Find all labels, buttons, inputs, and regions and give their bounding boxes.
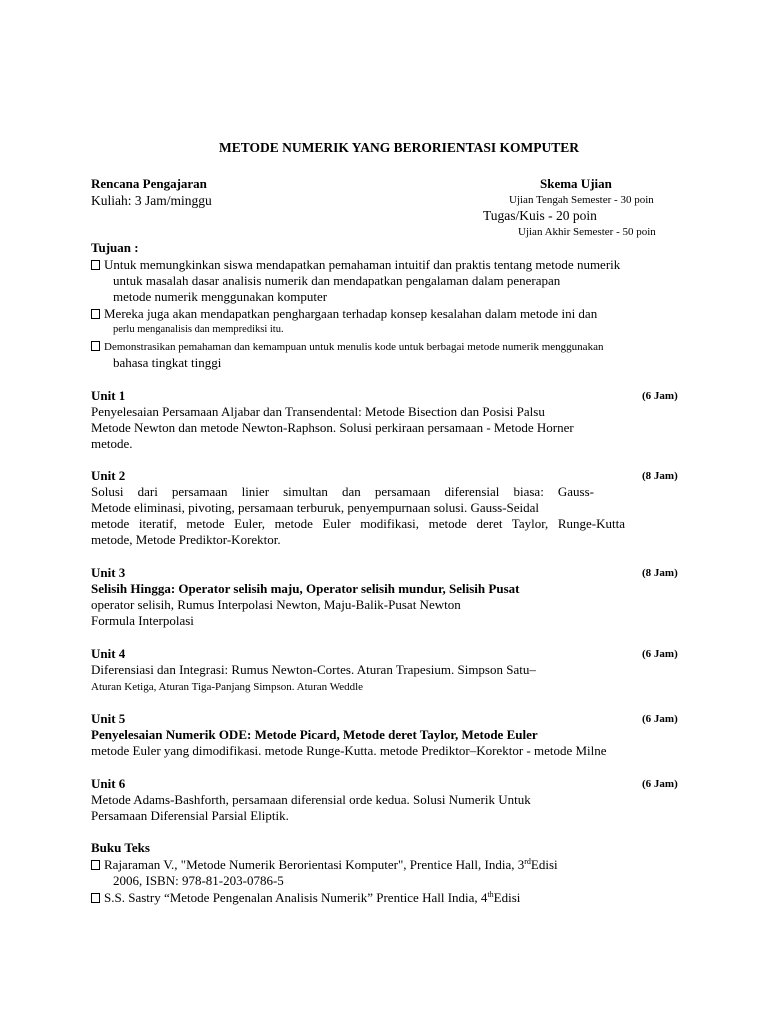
unit-2-title: Unit 2 [91,468,126,483]
goal-1-line-3: metode numerik menggunakan komputer [113,289,328,304]
unit-1-line-3: metode. [91,436,133,451]
unit-3-title: Unit 3 [91,565,126,580]
goal-item-2 [91,306,597,322]
unit-6-line-2: Persamaan Diferensial Parsial Eliptik. [91,808,289,823]
exam-final: Ujian Akhir Semester - 50 poin [518,226,656,238]
textbooks-heading: Buku Teks [91,840,150,855]
unit-2-hours: (8 Jam) [642,470,678,482]
unit-2-line-4: metode, Metode Prediktor-Korektor. [91,532,281,547]
bullet-box-icon [91,860,100,870]
book-item-1 [91,857,558,873]
goal-2-line-1: Mereka juga akan mendapatkan penghargaan terhadap konsep kesalahan dalam metode ini dan [104,306,598,321]
book-1-edition-sup: rd [524,857,531,866]
lecture-hours: Kuliah: 3 Jam/minggu [91,193,212,208]
unit-5-line-2: metode Euler yang dimodifikasi. metode Runge-Kutta. metode Prediktor–Korektor - metode Milne [91,743,607,758]
goal-item-3 [91,339,603,355]
book-2-edition-sup: th [487,890,494,899]
unit-6-hours: (6 Jam) [642,778,678,790]
goal-1-line-1: Untuk memungkinkan siswa mendapatkan pemahaman intuitif dan praktis tentang metode numerik [104,257,621,272]
unit-1-title: Unit 1 [91,388,126,403]
unit-4-line-2: Aturan Ketiga, Aturan Tiga-Panjang Simpson. Aturan Weddle [91,681,364,693]
book-2-edition: Edisi [493,890,521,905]
book-1-text: Rajaraman V., "Metode Numerik Berorientasi Komputer", Prentice Hall, India, 3 [104,857,525,872]
unit-6-line-1: Metode Adams-Bashforth, persamaan diferensial orde kedua. Solusi Numerik Untuk [91,792,531,807]
goal-item-1 [91,257,620,273]
unit-3-line-1: Selisih Hingga: Operator selisih maju, Operator selisih mundur, Selisih Pusat [91,581,520,596]
book-1-edition: Edisi [530,857,558,872]
goal-3-line-2: bahasa tingkat tinggi [113,355,222,370]
goal-3-line-1: Demonstrasikan pemahaman dan kemampuan untuk menulis kode untuk berbagai metode numerik menggunakan [104,341,604,353]
book-2-text: S.S. Sastry “Metode Pengenalan Analisis Numerik” Prentice Hall India, 4 [104,890,488,905]
unit-5-line-1: Penyelesaian Numerik ODE: Metode Picard, Metode deret Taylor, Metode Euler [91,727,538,742]
bullet-box-icon [91,260,100,270]
unit-3-line-2: operator selisih, Rumus Interpolasi Newton, Maju-Balik-Pusat Newton [91,597,461,612]
bullet-box-icon [91,893,100,903]
exam-scheme-heading: Skema Ujian [540,176,612,191]
goal-1-line-2: untuk masalah dasar analisis numerik dan mendapatkan pengalaman dalam penerapan [113,273,561,288]
goal-2-line-2: perlu menganalisis dan memprediksi itu. [113,324,284,335]
bullet-box-icon [91,309,100,319]
unit-5-title: Unit 5 [91,711,126,726]
exam-quiz: Tugas/Kuis - 20 poin [483,208,597,223]
unit-2-line-3: metode iteratif, metode Euler, metode Euler modifikasi, metode deret Taylor, Runge-Kutta [91,516,625,531]
unit-1-hours: (6 Jam) [642,390,678,402]
unit-6-title: Unit 6 [91,776,126,791]
unit-2-line-2: Metode eliminasi, pivoting, persamaan terburuk, penyempurnaan solusi. Gauss-Seidal [91,500,540,515]
unit-3-line-3: Formula Interpolasi [91,613,194,628]
exam-midterm: Ujian Tengah Semester - 30 poin [509,194,654,206]
book-item-2 [91,890,520,906]
goals-heading: Tujuan : [91,240,139,255]
unit-1-line-2: Metode Newton dan metode Newton-Raphson. Solusi perkiraan persamaan - Metode Horner [91,420,574,435]
unit-4-line-1: Diferensiasi dan Integrasi: Rumus Newton-Cortes. Aturan Trapesium. Simpson Satu– [91,662,536,677]
unit-2-line-1: Solusi dari persamaan linier simultan dan persamaan diferensial biasa: Gauss- [91,484,594,499]
book-1-line-2: 2006, ISBN: 978-81-203-0786-5 [113,873,284,888]
unit-4-title: Unit 4 [91,646,126,661]
unit-4-hours: (6 Jam) [642,648,678,660]
unit-5-hours: (6 Jam) [642,713,678,725]
unit-1-line-1: Penyelesaian Persamaan Aljabar dan Transendental: Metode Bisection dan Posisi Palsu [91,404,545,419]
teaching-plan-label: Rencana Pengajaran [91,176,207,191]
page-title: METODE NUMERIK YANG BERORIENTASI KOMPUTER [218,140,580,155]
bullet-box-icon [91,341,100,351]
unit-3-hours: (8 Jam) [642,567,678,579]
